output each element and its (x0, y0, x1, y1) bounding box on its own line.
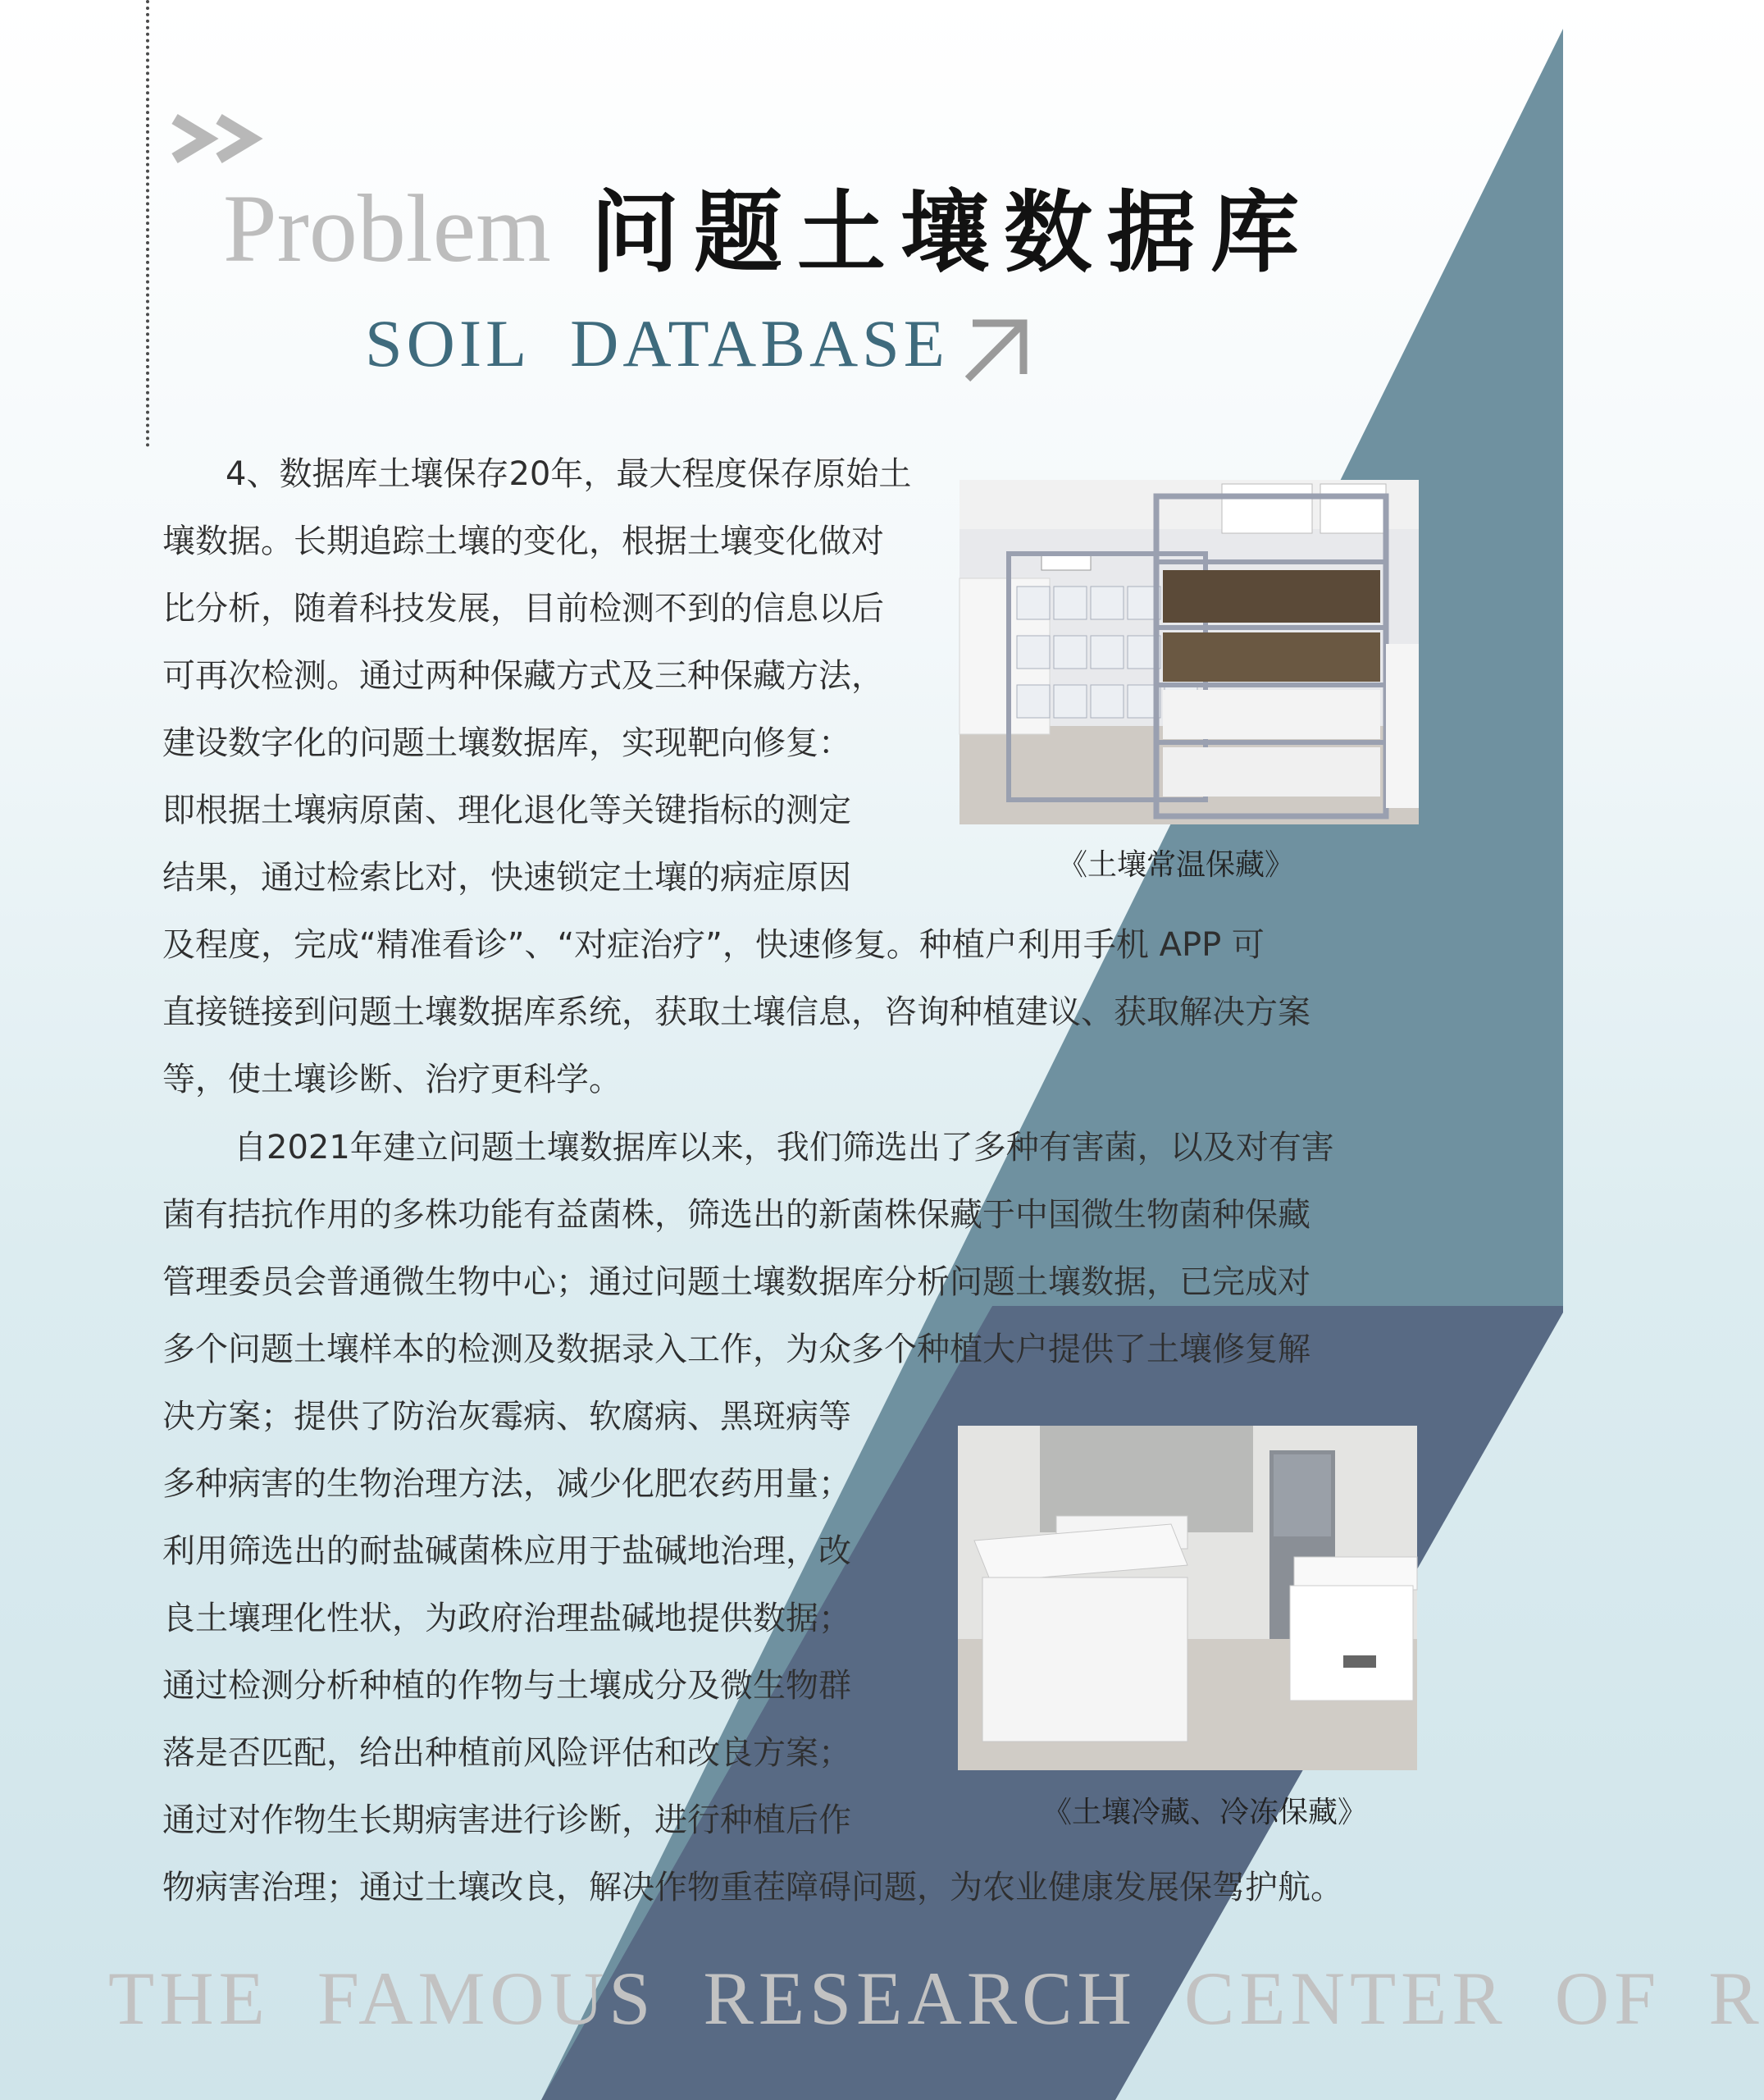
body-line: 结果，通过检索比对，快速锁定土壤的病症原因 (162, 859, 851, 897)
body-line: 4、数据库土壤保存20年，最大程度保存原始土 (226, 455, 912, 493)
dotted-divider (146, 0, 149, 447)
body-line: 壤数据。长期追踪土壤的变化，根据土壤变化做对 (162, 523, 884, 560)
photo1-caption: 《土壤常温保藏》 (1058, 848, 1295, 882)
body-line: 自2021年建立问题土壤数据库以来，我们筛选出了多种有害菌，以及对有害 (234, 1129, 1334, 1166)
arrow-up-right-icon (961, 317, 1030, 386)
subtitle: SOIL DATABASE (365, 306, 949, 381)
body-line: 等，使土壤诊断、治疗更科学。 (162, 1061, 622, 1098)
body-line: 落是否匹配，给出种植前风险评估和改良方案； (162, 1734, 851, 1772)
body-line: 通过对作物生长期病害进行诊断，进行种植后作 (162, 1801, 851, 1839)
body-line: 比分析，随着科技发展，目前检测不到的信息以后 (162, 590, 884, 628)
body-line: 多个问题土壤样本的检测及数据录入工作，为众多个种植大户提供了土壤修复解 (162, 1331, 1310, 1368)
body-line: 利用筛选出的耐盐碱菌株应用于盐碱地治理，改 (162, 1532, 851, 1570)
body-line: 建设数字化的问题土壤数据库，实现靶向修复： (162, 724, 851, 762)
body-line: 及程度，完成“精准看诊”、“对症治疗”，快速修复。种植户利用手机 APP 可 (162, 926, 1265, 964)
soil-shelf-photo (959, 480, 1419, 824)
body-line: 可再次检测。通过两种保藏方式及三种保藏方法， (162, 657, 884, 695)
body-line: 良土壤理化性状，为政府治理盐碱地提供数据； (162, 1600, 851, 1637)
body-line: 多种病害的生物治理方法，减少化肥农药用量； (162, 1465, 851, 1503)
body-line: 决方案；提供了防治灰霉病、软腐病、黑斑病等 (162, 1398, 851, 1436)
body-line: 直接链接到问题土壤数据库系统，获取土壤信息，咨询种植建议、获取解决方案 (162, 993, 1310, 1031)
double-chevron-icon (168, 112, 267, 165)
freezer-room-photo (958, 1426, 1417, 1770)
body-line: 菌有拮抗作用的多株功能有益菌株，筛选出的新菌株保藏于中国微生物菌种保藏 (162, 1196, 1310, 1234)
footer-banner-text: THE FAMOUS RESEARCH CENTER OF R (108, 1956, 1764, 2040)
page-title: 问题土壤数据库 (590, 181, 1315, 285)
body-line: 管理委员会普通微生物中心；通过问题土壤数据库分析问题土壤数据，已完成对 (162, 1263, 1310, 1301)
photo2-caption: 《土壤冷藏、冷冻保藏》 (1042, 1796, 1368, 1829)
body-line: 即根据土壤病原菌、理化退化等关键指标的测定 (162, 792, 851, 829)
body-line: 物病害治理；通过土壤改良，解决作物重茬障碍问题，为农业健康发展保驾护航。 (162, 1869, 1343, 1906)
body-line: 通过检测分析种植的作物与土壤成分及微生物群 (162, 1667, 851, 1705)
problem-heading: Problem (223, 175, 551, 282)
